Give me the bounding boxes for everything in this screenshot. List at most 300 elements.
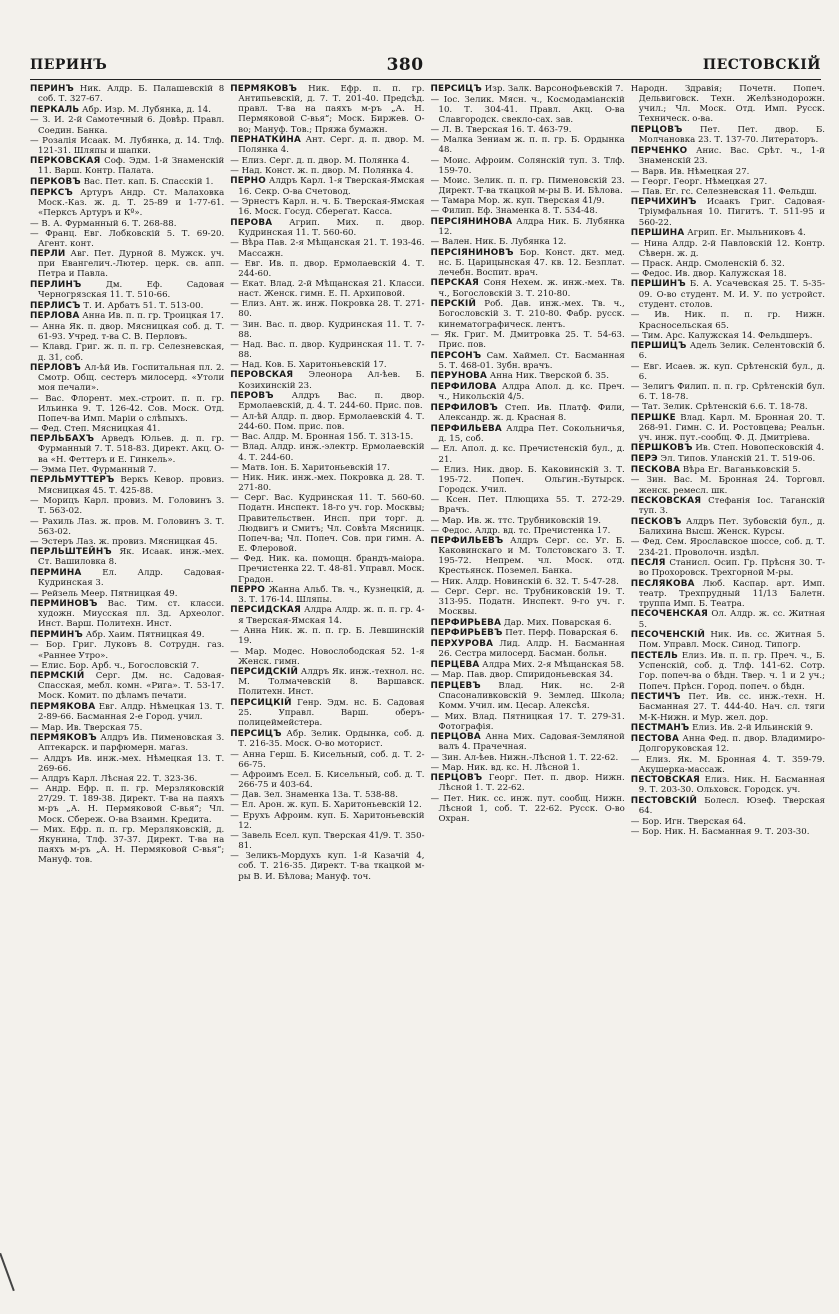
directory-entry (631, 146, 825, 166)
entry-details: Дм. Еф. Садовая Черногрязская 11. Т. 510-66. (38, 279, 225, 301)
directory-entry (631, 558, 825, 578)
entry-details: Артуръ Андр. Ст. Малаховка Моск.-Каз. ж. д. Т. 25-89 и 1-77-61. «Перксъ Артуръ и Кº». (38, 187, 225, 218)
surname: ПЕРЦОВЪ (430, 772, 483, 783)
entry-details: Бор. Конст. дкт. мед. нс. Б. Царицынская 47. кв. 12. Безплат. лечебн. Воспит. врач. (438, 247, 625, 278)
directory-subentry: — Филип. Еф. Знаменка 8. Т. 534-48. (431, 206, 625, 216)
surname: ПЕРУНОВА (430, 371, 488, 382)
surname: ПЕРСКIЙ (430, 299, 477, 310)
entry-details: Ник. Алдр. Б. Палашевскiй 8 соб. Т. 327-67. (38, 84, 225, 105)
directory-subentry: — Над. Конст. ж. п. двор. М. Полянка 4. (230, 166, 424, 176)
entry-details: Роб. Дав. инж.-мех. Тв. ч., Богословскiй 3. Т. 210-80. Фабр. русск. кинематографическ. лентъ. (438, 299, 625, 330)
directory-entry (631, 465, 825, 475)
surname: ПЕРНО (230, 176, 266, 187)
directory-entry (30, 177, 224, 187)
surname: ПЕРШИНЪ (630, 279, 686, 290)
directory-entry (431, 299, 625, 329)
directory-entry (631, 496, 825, 516)
surname: ПЕРЧИХИНЪ (630, 197, 697, 208)
directory-subentry: — Ел. Апол. д. кс. Пречистенскiй бул., д. 21. (431, 444, 625, 464)
surname: ПЕРОВЪ (230, 391, 274, 402)
directory-subentry: — Зин. Ал-ѣев. Нижн.-Лѣсной 1. Т. 22-62. (431, 753, 625, 763)
directory-subentry: — Тамара Мор. ж. куп. Тверская 41/9. (431, 196, 625, 206)
surname: ПЕРФИРЬЕВА (430, 617, 502, 628)
directory-entry (431, 84, 625, 94)
surname: ПЕРСИДСКАЯ (230, 605, 301, 616)
directory-entry (631, 609, 825, 629)
surname: ПЕСТИЧЪ (630, 692, 681, 703)
directory-entry (30, 84, 224, 104)
directory-subentry: — Серг. Вас. Кудринская 11. Т. 560-60. Податн. Инспект. 18-го уч. гор. Москвы; Правительствен. Инсп. при торг. д. Людвигъ и Смитъ; Чл. Совѣта Мясницк. Попеч-ва; Чл. Попеч. Сов. при гимн. А. Е. Флеровой. (230, 493, 424, 554)
surname: ПЕРОВСКАЯ (230, 370, 294, 381)
surname: ПЕРШКОВЪ (630, 443, 693, 454)
entry-details: Пет. Ив. сс. инж.-техн. Н. Басманная 27. Т. 444-40. Нач. сл. тяги М-К-Нижн. и Мур. жел. дор. (638, 692, 825, 723)
entry-details: Ол. Алдр. ж. сс. Житная 5. (638, 609, 825, 630)
entry-details: Соня Нехем. ж. инж.-мех. Тв. ч., Богословскiй 3. Т. 210-80. (438, 278, 625, 299)
entry-details: Степ. Ив. Платф. Фили, Александр. ж. д. Красная 8. (438, 402, 625, 423)
entry-details: Стефанiя Iос. Таганскiй туп. 3. (638, 495, 825, 516)
directory-subentry: — Моис. Афроим. Солянскiй туп. 3. Тлф. 159-70. (431, 156, 625, 176)
directory-subentry: — Мар. Пав. двор. Спиридоньевская 34. (431, 670, 625, 680)
surname: ПЕСЛЯКОВА (630, 578, 695, 589)
entry-details: Серг. Дм. нс. Садовая-Спасская, мебл. комн. «Рига». Т. 53-17. Моск. Комит. по дѣламъ печати. (38, 670, 225, 702)
directory-entry (431, 351, 625, 371)
surname: ПЕРСОНЪ (430, 350, 482, 361)
entry-details: Пет. Перф. Поварская 6. (502, 628, 619, 639)
header-rule (30, 79, 821, 80)
directory-subentry: — Федос. Алдр. вд. тс. Пречистенка 17. (431, 526, 625, 536)
directory-entry (431, 371, 625, 381)
surname: ПЕРСИЦЪ (230, 728, 282, 739)
directory-subentry: — Вален. Ник. Б. Лубянка 12. (431, 237, 625, 247)
directory-entry (30, 156, 224, 176)
directory-subentry: — Эмма Пет. Фурманный 7. (30, 465, 224, 475)
directory-subentry: — Над. Вас. п. двор. Кудринская 11. Т. 7-88. (230, 340, 424, 360)
directory-subentry: — Андр. Ефр. п. п. гр. Мерзляковскiй 27/29. Т. 189-38. Директ. Т-ва на паяхъ м-ръ „А. Н. Пермяковой С-вья“; Чл. Моск. Сбереж. О-ва Взаимн. Кредита. (30, 784, 224, 825)
entry-details: Евг. Алдр. Нѣмецкая 13. Т. 2-89-66. Басманная 2-е Город. учил. (38, 701, 225, 723)
surname: ПЕРМЯКОВЪ (30, 732, 97, 743)
surname: ПЕРЭ (630, 454, 658, 465)
directory-entry (631, 125, 825, 145)
directory-subentry: — З. И. 2-й Самотечный 6. Довѣр. Правл. Соедин. Банка. (30, 115, 224, 135)
directory-subentry: — Елис. Бор. Арб. ч., Богословскiй 7. (30, 661, 224, 671)
directory-entry (230, 370, 424, 390)
directory-subentry: — Бор. Игн. Тверская 64. (631, 817, 825, 827)
page-number: 380 (386, 55, 424, 75)
surname: ПЕСТОВА (630, 733, 679, 744)
entry-details: Народн. Здравiя; Почетн. Попеч. Дельвиговск. Техн. Желѣзнодорожн. учил.; Чл. Моск. Отд. Имп. Русск. Техническ. о-ва. (630, 84, 825, 125)
directory-subentry: — Екат. Влад. 2-й Мѣщанская 21. Класси. наст. Женск. гимн. Е. П. Архиповой. (230, 279, 424, 299)
surname: ПЕСКОВСКАЯ (630, 495, 702, 506)
directory-subentry: — Мар. Ив. ж. ттс. Трубниковскiй 19. (431, 516, 625, 526)
surname: ПЕРЦОВЪ (630, 125, 683, 136)
entry-details: Анис. Вас. Срѣт. ч., 1-й Знаменскiй 23. (638, 145, 825, 167)
surname: ПЕСТМАНЪ (630, 723, 690, 734)
directory-entry (30, 301, 224, 311)
entry-details: Алдра Ник. Б. Лубянка 12. (438, 216, 625, 237)
directory-subentry: — Афроимъ Есел. Б. Кисельный, соб. д. Т. 266-75 и 403-64. (230, 770, 424, 790)
entry-details: Алдръ Вас. п. двор. Ермолаевскiй, д. 4. Т. 244-60. Прис. пов. (238, 391, 425, 412)
directory-entry (431, 248, 625, 278)
entry-details: Влад. Карл. М. Бронная 20. Т. 268-91. Гимн. С. И. Ростовцева; Реальн. уч. инж. пут.-сообщ. Ф. Д. Дмитрiева. (638, 412, 825, 443)
directory-entry (431, 660, 625, 670)
directory-entry (631, 630, 825, 650)
directory-subentry: — Евг. Исаев. ж. куп. Срѣтенскiй бул., д. 6. (631, 362, 825, 382)
directory-entry (30, 363, 224, 393)
directory-subentry: — Пет. Ник. сс. инж. пут. сообщ. Нижн. Лѣсной 1, соб. Т. 22-62. Русск. О-во Охран. (431, 794, 625, 824)
entry-details: Жанна Альб. Тв. ч., Кузнецкiй, д. 3. Т. 176-14. Шляпы. (238, 584, 425, 605)
surname: ПЕРХУРОВА (430, 638, 494, 649)
directory-subentry: — Ив. Ник. п. п. гр. Нижн. Красносельская 65. (631, 310, 825, 330)
directory-subentry: — Мар. Ив. Тверская 75. (30, 723, 224, 733)
entry-details: Алдра Алдр. ж. п. п. гр. 4-я Тверская-Ямская 14. (238, 605, 425, 626)
directory-subentry: — Над. Ков. Б. Харитоньевскiй 17. (230, 360, 424, 370)
directory-entry (631, 579, 825, 609)
directory-entry (30, 311, 224, 321)
directory-subentry: — Ел. Арон. ж. куп. Б. Харитоньевскiй 12. (230, 800, 424, 810)
directory-entry (631, 228, 825, 238)
entry-details: Алдра Мих. 2-я Мѣщанская 58. (479, 659, 625, 670)
surname: ПЕРМЯКОВЪ (230, 84, 298, 94)
directory-subentry: — Ксен. Пет. Плющиха 55. Т. 272-29. Врачъ. (431, 495, 625, 515)
directory-subentry: — Ник. Алдр. Новинскiй 6. 32. Т. 5-47-28. (431, 577, 625, 587)
entry-details: Анна Ив. п. п. гр. Троицкая 17. (79, 311, 224, 322)
directory-subentry: — Зелигъ Филип. п. п. гр. Срѣтенскiй бул. 6. Т. 18-78. (631, 382, 825, 402)
surname: ПЕРЛИСЪ (30, 300, 81, 311)
surname: ПЕРЛЬБАХЪ (30, 434, 95, 445)
directory-subentry: — Варв. Ив. Нѣмецкая 27. (631, 167, 825, 177)
directory-subentry: — Елиз. Як. М. Бронная 4. Т. 359-79. Акушерка-массаж. (631, 755, 825, 775)
entry-details: Т. И. Арбатъ 51. Т. 513-00. (80, 300, 204, 311)
directory-subentry: — Фед. Степ. Мясницкая 41. (30, 424, 224, 434)
column-3 (431, 84, 625, 1310)
directory-subentry: — Эстеръ Лаз. ж. провиз. Мясницкая 45. (30, 537, 224, 547)
directory-entry (431, 628, 625, 638)
surname: ПЕРМИНОВЪ (30, 598, 98, 609)
directory-subentry: — Елиз. Серг. д. п. двор. М. Полянка 4. (230, 156, 424, 166)
entry-details: Ел. Алдр. Садовая-Кудринская 3. (38, 567, 225, 588)
directory-subentry: — Рейзель Меер. Пятницкая 49. (30, 589, 224, 599)
entry-details: Исаакъ Григ. Садовая-Трiумфальная 10. Пигитъ. Т. 511-95 и 560-22. (638, 197, 825, 228)
directory-subentry: — Клавд. Григ. ж. п. п. гр. Селезневская, д. 31, соб. (30, 342, 224, 362)
surname: ПЕСТОВСКIЙ (630, 795, 698, 806)
directory-subentry: — Елиз. Ант. ж. инж. Покровка 28. Т. 271-80. (230, 299, 424, 319)
directory-entry (631, 517, 825, 537)
surname: ПЕРОВА (230, 217, 273, 228)
directory-entry (431, 732, 625, 752)
directory-subentry: — Ерухъ Афроим. куп. Б. Харитоньевскiй 12. (230, 811, 424, 831)
directory-subentry: — Л. В. Тверская 16. Т. 463-79. (431, 125, 625, 135)
entry-details: Алдръ Карл. 1-я Тверская-Ямская 16. Секр. О-ва Счетовод. (238, 176, 425, 197)
directory-entry (230, 84, 424, 135)
entry-details: Анна Фед. п. двор. Владимиро-Долгоруковская 12. (638, 733, 825, 754)
directory-entry (431, 618, 625, 628)
directory-subentry: — Анна Як. п. двор. Мясницкая соб. д. Т. 61-93. Учред. т-ва С. В. Перловъ. (30, 322, 224, 342)
directory-subentry: — Зеликъ-Мордухъ куп. 1-й Казачiй 4, соб. Т. 216-35. Директ. Т-ва ткацкой м-ры В. И. Бѣлова; Мануф. точ. (230, 851, 424, 881)
entry-details: Соф. Эдм. 1-й Знаменскiй 11. Варш. Контр. Палата. (38, 156, 225, 177)
directory-entry (230, 218, 424, 238)
entry-details: Ант. Серг. д. п. двор. М. Полянка 4. (238, 135, 425, 156)
entry-details: Адель Зелик. Селентовскiй б. 6. (638, 340, 825, 362)
entry-details: Элеонора Ал-ѣев. Б. Козихинскiй 23. (238, 370, 425, 391)
directory-subentry: — Анна Герш. Б. Кисельный, соб. д. Т. 2-66-75. (230, 750, 424, 770)
entry-details: Генр. Эдм. нс. Б. Садовая 25. Управл. Варш. оберъ-полицеймейстера. (238, 697, 425, 729)
directory-entry (30, 188, 224, 218)
directory-subentry: — Моис. Зелик. п. п. гр. Пименовскiй 23. Директ. Т-ва ткацкой м-ры В. И. Бѣлова. (431, 176, 625, 196)
entry-details: Агрип. Мих. п. двор. Кудринская 11. Т. 560-60. (238, 217, 425, 238)
entry-details: Болесл. Юзеф. Тверская 64. (638, 795, 825, 816)
directory-subentry: — Федос. Ив. двор. Калужская 18. (631, 269, 825, 279)
entry-details: Арведъ Юльев. д. п. гр. Фурманный 7. Т. 518-83. Директ. Акц. О-ва «Н. Феттеръ и Е. Гинкель». (38, 434, 225, 465)
directory-subentry: — Нина Алдр. 2-й Павловскiй 12. Контр. Сѣверн. ж. д. (631, 239, 825, 259)
directory-subentry: — Анна Ник. ж. п. п. гр. Б. Левшинскiй 19. (230, 626, 424, 646)
directory-subentry: — Морицъ Карл. провиз. М. Головинъ 3. Т. 563-02. (30, 496, 224, 516)
directory-entry (631, 84, 825, 125)
surname: ПЕРМЯКОВА (30, 701, 96, 712)
surname: ПЕСТОВСКАЯ (630, 774, 700, 785)
directory-entry (230, 176, 424, 196)
directory-subentry: — Розалiя Исаак. М. Лубянка, д. 14. Тлф. 121-31. Шляпы и шапки. (30, 136, 224, 156)
directory-entry (631, 413, 825, 443)
directory-entry (431, 217, 625, 237)
entry-details: Люб. Каспар. арт. Имп. театр. Трехпрудный 11/13 Балетн. труппа Имп. Б. Театра. (638, 578, 825, 609)
entry-details: Б. А. Усачевская 25. Т. 5-35-09. О-во студент. М. И. У. по устройст. студент. столов. (638, 279, 825, 310)
directory-subentry: — Дав. Зел. Знаменка 13а. Т. 538-88. (230, 790, 424, 800)
entry-details: Изр. Залк. Варсонофьевскiй 7. (481, 84, 624, 94)
directory-entry (30, 434, 224, 464)
directory-entry (631, 279, 825, 309)
running-head-left: ПЕРИНЪ (30, 57, 108, 73)
entry-details: Вас. Тим. ст. класси. художн. Миусская пл. 3д. Археолог. Инст. Варш. Политехн. Инст. (38, 598, 225, 630)
directory-subentry: — Тим. Арс. Калужская 14. Фельдшеръ. (631, 331, 825, 341)
surname: ПЕРКОВСКАЯ (30, 156, 101, 167)
entry-details: Абр. Зелик. Ордынка, соб. д. Т. 216-35. Моск. О-во моторист. (238, 728, 425, 749)
directory-entry (30, 630, 224, 640)
surname: ПЕСОЧЕНСКIЙ (630, 630, 706, 641)
entry-details: Абр. Изр. М. Лубянка, д. 14. (79, 104, 211, 115)
entry-details: Анна Ник. Тверской б. 35. (487, 371, 609, 382)
directory-entry (30, 105, 224, 115)
surname: ПЕРЛЬМУТТЕРЪ (30, 475, 115, 486)
surname: ПЕРЦЕВА (430, 659, 480, 670)
directory-subentry: — Пав. Ег. гс. Селезневская 11. Фельдш. (631, 187, 825, 197)
surname: ПЕРФИЛОВЪ (430, 402, 498, 413)
directory-subentry: — В. А. Фурманный 6. Т. 268-88. (30, 219, 224, 229)
directory-subentry: — Ник. Ник. инж.-мех. Покровка д. 28. Т. 271-80. (230, 473, 424, 493)
directory-entry (230, 135, 424, 155)
surname: ПЕРЦОВА (430, 731, 481, 742)
directory-entry (30, 249, 224, 279)
entry-details: Георг. Пет. п. двор. Нижн. Лѣсной 1. Т. 22-62. (438, 772, 625, 794)
entry-details: Як. Исаак. инж.-мех. Ст. Вашиловка 8. (38, 547, 225, 568)
surname: ПЕСТЕЛЬ (630, 651, 678, 662)
entry-details: Ал-ѣй Ив. Госпитальная пл. 2. Смотр. Общ. сестеръ милосерд. «Утоли моя печали». (38, 362, 225, 394)
directory-entry (30, 547, 224, 567)
entry-details: Елиз. Ник. Н. Басманная 9. Т. 203-30. Ольховск. Городск. уч. (638, 774, 825, 796)
surname: ПЕРИНЪ (30, 84, 75, 94)
directory-subentry: — Влад. Алдр. инж.-электр. Ермолаевскiй 4. Т. 244-60. (230, 442, 424, 462)
surname: ПЕРСIЯНИНОВА (430, 216, 513, 227)
surname: ПЕРСИЦКIЙ (230, 697, 292, 708)
directory-entry (631, 197, 825, 227)
entry-details: Елиз. Ив. п. п. гр. Преч. ч., Б. Успенскiй, соб. д. Тлф. 141-62. Сотр. Гор. попеч-ва о бѣдн. Твер. ч. 1 и 2 уч.; Попеч. Прѣсн. Город. попеч. о бѣдн. (638, 651, 825, 692)
directory-entry (30, 671, 224, 701)
entry-details: Эл. Типов. Уланскiй 21. Т. 519-06. (657, 454, 816, 465)
entry-details: Влад. Ник. нс. 2-й Спасоналивковскiй 9. Землед. Школа; Комм. Учил. им. Цесар. Алексѣя. (438, 680, 625, 711)
directory-subentry: — Зин. Вас. М. Бронная 24. Торговл. женск. ремесл. шк. (631, 475, 825, 495)
directory-subentry: — Праск. Андр. Смоленскiй б. 32. (631, 259, 825, 269)
directory-entry (230, 605, 424, 625)
page-edge-mark (0, 1253, 15, 1291)
directory-subentry: — Ал-ѣй Алдр. п. двор. Ермолаевскiй 4. Т. 244-60. Пом. прис. пов. (230, 412, 424, 432)
surname: ПЕРКАЛЬ (30, 104, 80, 115)
surname: ПЕРНАТКИНА (230, 135, 301, 146)
directory-subentry: — Мар. Ник. вд. кс. Н. Лѣсной 1. (431, 763, 625, 773)
entry-details: Алдръ Серг. сс. Уг. Б. Каковинскаго и М. Толстовскаго 3. Т. 195-72. Непрем. чл. Моск. отд. Крестьянск. Поземел. Банка. (438, 535, 625, 577)
entry-details: Алдръ Як. инж.-технол. нс. М. Толмачевскiй 8. Варшавск. Политехн. Инст. (238, 666, 425, 698)
directory-subentry: — Вѣра Пав. 2-я Мѣщанская 21. Т. 193-46. Массажн. (230, 238, 424, 258)
directory-entry (230, 585, 424, 605)
directory-subentry: — Мар. Модес. Новослободская 52. 1-я Женск. гимн. (230, 647, 424, 667)
entry-details: Веркъ Кевор. провиз. Мясницкая 45. Т. 425-88. (38, 475, 225, 496)
directory-entry (631, 692, 825, 722)
directory-entry (431, 681, 625, 711)
surname: ПЕРШИНА (630, 228, 685, 239)
directory-subentry: — Евг. Ив. п. двор. Ермолаевскiй 4. Т. 244-60. (230, 259, 424, 279)
directory-entry (30, 599, 224, 629)
directory-entry (631, 341, 825, 361)
directory-entry (30, 702, 224, 722)
directory-subentry: — Алдръ Карл. Лѣсная 22. Т. 323-36. (30, 774, 224, 784)
surname: ПЕРФИЛЬЕВЪ (430, 535, 504, 546)
entry-details: Вас. Пет. кап. Б. Спасскiй 1. (80, 176, 214, 187)
surname: ПЕРЛИ (30, 249, 66, 259)
directory-entry (431, 639, 625, 659)
directory-subentry: — Серг. Серг. нс. Трубниковскiй 19. Т. 313-95. Податн. Инспект. 9-го уч. г. Москвы. (431, 587, 625, 617)
directory-entry (631, 443, 825, 453)
entry-details: Пет. Пет. двор. Б. Молчановка 23. Т. 137-70. Литераторъ. (638, 125, 825, 146)
directory-subentry: — Рахиль Лаз. ж. пров. М. Головинъ 3. Т. 563-02. (30, 517, 224, 537)
entry-details: Алдръ Ив. Пименовская 3. Аптекарск. и парфюмерн. магаз. (38, 732, 225, 753)
directory-entry (230, 391, 424, 411)
directory-entry (431, 278, 625, 298)
surname: ПЕРФИЛЬЕВА (430, 423, 502, 434)
surname: ПЕРМИНА (30, 567, 82, 578)
directory-subentry: — Фед. Ник. ка. помощн. брандъ-маiора. Пречистенка 22. Т. 48-81. Управл. Моск. Градон. (230, 554, 424, 584)
directory-entry (631, 454, 825, 464)
column-4 (631, 84, 825, 1310)
directory-entry (431, 403, 625, 423)
surname: ПЕРСИЦЪ (430, 84, 482, 94)
directory-subentry: — Як. Григ. М. Дмитровка 25. Т. 54-63. Прис. пов. (431, 330, 625, 350)
directory-subentry: — Франц. Евг. Лобковскiй 5. Т. 69-20. Агент. конт. (30, 229, 224, 249)
entry-details: Елиз. Ив. 2-й Ильинскiй 9. (689, 723, 814, 734)
directory-subentry: — Эрнестъ Карл. н. ч. Б. Тверская-Ямская 16. Моск. Госуд. Сберегат. Касса. (230, 197, 424, 217)
surname: ПЕРШКЕ (630, 412, 676, 423)
entry-details: Лид. Алдр. Н. Басманная 26. Сестра милосерд. Басман. больн. (438, 638, 625, 660)
directory-subentry: — Фед. Сем. Ярославское шоссе, соб. д. Т. 234-21. Проволочн. издѣл. (631, 537, 825, 557)
directory-subentry: — Елиз. Ник. двор. Б. Каковинскiй 3. Т. 195-72. Попеч. Ольгин.-Бутырск. Городск. Учил. (431, 465, 625, 495)
directory-subentry: — Малка Зениам ж. п. п. гр. Б. Ордынка 48. (431, 135, 625, 155)
entry-details: Ник. Ив. сс. Житная 5. Пом. Управл. Моск. Синод. Типогр. (638, 630, 825, 651)
entry-details: Ник. Ефр. п. п. гр. Антипьевскiй, д. 7. Т. 201-40. Предсѣд. правл. Т-ва на паяхъ м-ръ „А. Н. Пермяковой С-вья“; Моск. Биржев. О-во; Мануф. Тов.; Пряжа бумажн. (238, 84, 425, 135)
entry-details: Анна Мих. Садовая-Земляной валъ 4. Прачечная. (438, 731, 625, 752)
directory-entry (631, 775, 825, 795)
entry-details: Вѣра Ег. Ваганьковскiй 5. (680, 464, 801, 475)
directory-entry (30, 280, 224, 300)
surname: ПЕРРО (230, 584, 265, 595)
directory-entry (631, 796, 825, 816)
directory-entry (431, 382, 625, 402)
page-header (30, 52, 821, 78)
surname: ПЕСОЧЕНСКАЯ (630, 609, 708, 620)
directory-subentry: — Матв. Iон. Б. Харитоньевскiй 17. (230, 463, 424, 473)
entry-details: Станисл. Осип. Гр. Прѣсня 30. Т-во Прохоровск. Трехгорной М-ры. (638, 557, 825, 578)
directory-subentry: — Бор. Григ. Луковъ 8. Сотрудн. газ. «Раннее Утро». (30, 640, 224, 660)
directory-subentry: — Iос. Зелик. Мясн. ч., Космодамiанскiй 10. Т. 304-41. Правл. Акц. О-ва Славгородск. свекло-сах. зав. (431, 95, 625, 125)
directory-entry (30, 733, 224, 753)
entry-details: Сам. Хаймел. Ст. Басманная 5. Т. 468-01. Зубн. врачъ. (438, 350, 625, 371)
surname: ПЕРЛОВЪ (30, 362, 81, 373)
directory-subentry: — Тат. Зелик. Срѣтенскiй 6.6. Т. 18-78. (631, 402, 825, 412)
surname: ПЕРЛИНЪ (30, 279, 82, 290)
entry-details: Дар. Мих. Поварская 6. (501, 617, 612, 628)
surname: ПЕРЧЕНКО (630, 145, 688, 156)
directory-entry (431, 424, 625, 444)
directory-subentry: — Мих. Ефр. п. п. гр. Мерзляковскiй, д. Якунина, Тлф. 37-37. Директ. Т-ва на паяхъ м-ръ „А. Н. Пермяковой С-вья“; Мануф. тов. (30, 825, 224, 866)
surname: ПЕРМСКIЙ (30, 670, 85, 681)
surname: ПЕСКОВА (630, 464, 681, 475)
directory-columns (30, 84, 825, 1310)
directory-entry (230, 667, 424, 697)
directory-entry (631, 734, 825, 754)
surname: ПЕРКСЪ (30, 187, 73, 198)
surname: ПЕСЛЯ (630, 557, 666, 568)
entry-details: Абр. Хаим. Пятницкая 49. (82, 629, 205, 640)
surname: ПЕРФИЛОВА (430, 382, 497, 393)
entry-details: Агрип. Ег. Мыльниковъ 4. (684, 228, 806, 239)
directory-entry (30, 568, 224, 588)
column-2 (230, 84, 424, 1310)
entry-details: Алдра Апол. д. кс. Преч. ч., Никольскiй 4/5. (438, 382, 625, 403)
directory-entry (431, 536, 625, 577)
surname: ПЕРСИДСКIЙ (230, 666, 299, 677)
column-1 (30, 84, 224, 1310)
surname: ПЕРСКАЯ (430, 278, 479, 289)
directory-entry (230, 729, 424, 749)
directory-entry (230, 698, 424, 728)
directory-subentry: — Алдръ Ив. инж.-мех. Нѣмецкая 13. Т. 269-66. (30, 754, 224, 774)
directory-subentry: — Зин. Вас. п. двор. Кудринская 11. Т. 7-88. (230, 320, 424, 340)
directory-subentry: — Бор. Ник. Н. Басманная 9. Т. 203-30. (631, 827, 825, 837)
surname: ПЕРСIЯНИНОВЪ (430, 247, 514, 258)
running-head-right: ПЕСТОВСКIЙ (702, 57, 821, 73)
entry-details: Ив. Степ. Новопесковскiй 4. (692, 443, 825, 454)
directory-subentry: — Вас. Алдр. М. Бронная 15б. Т. 313-15. (230, 432, 424, 442)
directory-entry (631, 651, 825, 692)
surname: ПЕРЦЕВЪ (430, 680, 481, 691)
directory-subentry: — Вас. Флорент. мех.-строит. п. п. гр. Ильинка 9. Т. 126-42. Сов. Моск. Отд. Попеч-ва Имп. Марiи о слѣпыхъ. (30, 394, 224, 424)
directory-entry (30, 475, 224, 495)
entry-details: Алдра Пет. Сокольничья, д. 15, соб. (438, 423, 625, 444)
surname: ПЕРМИНЪ (30, 629, 83, 640)
surname: ПЕСКОВЪ (630, 516, 682, 527)
entry-details: Алдръ Пет. Зубовскiй бул., д. Балихина Высш. Женск. Курсы. (638, 516, 825, 537)
directory-subentry: — Мих. Влад. Пятницкая 17. Т. 279-31. Фотографiя. (431, 712, 625, 732)
directory-entry (631, 723, 825, 733)
surname: ПЕРЛЬШТЕЙНЪ (30, 547, 112, 558)
surname: ПЕРЛОВА (30, 311, 80, 322)
directory-subentry: — Георг. Георг. Нѣмецкая 27. (631, 177, 825, 187)
